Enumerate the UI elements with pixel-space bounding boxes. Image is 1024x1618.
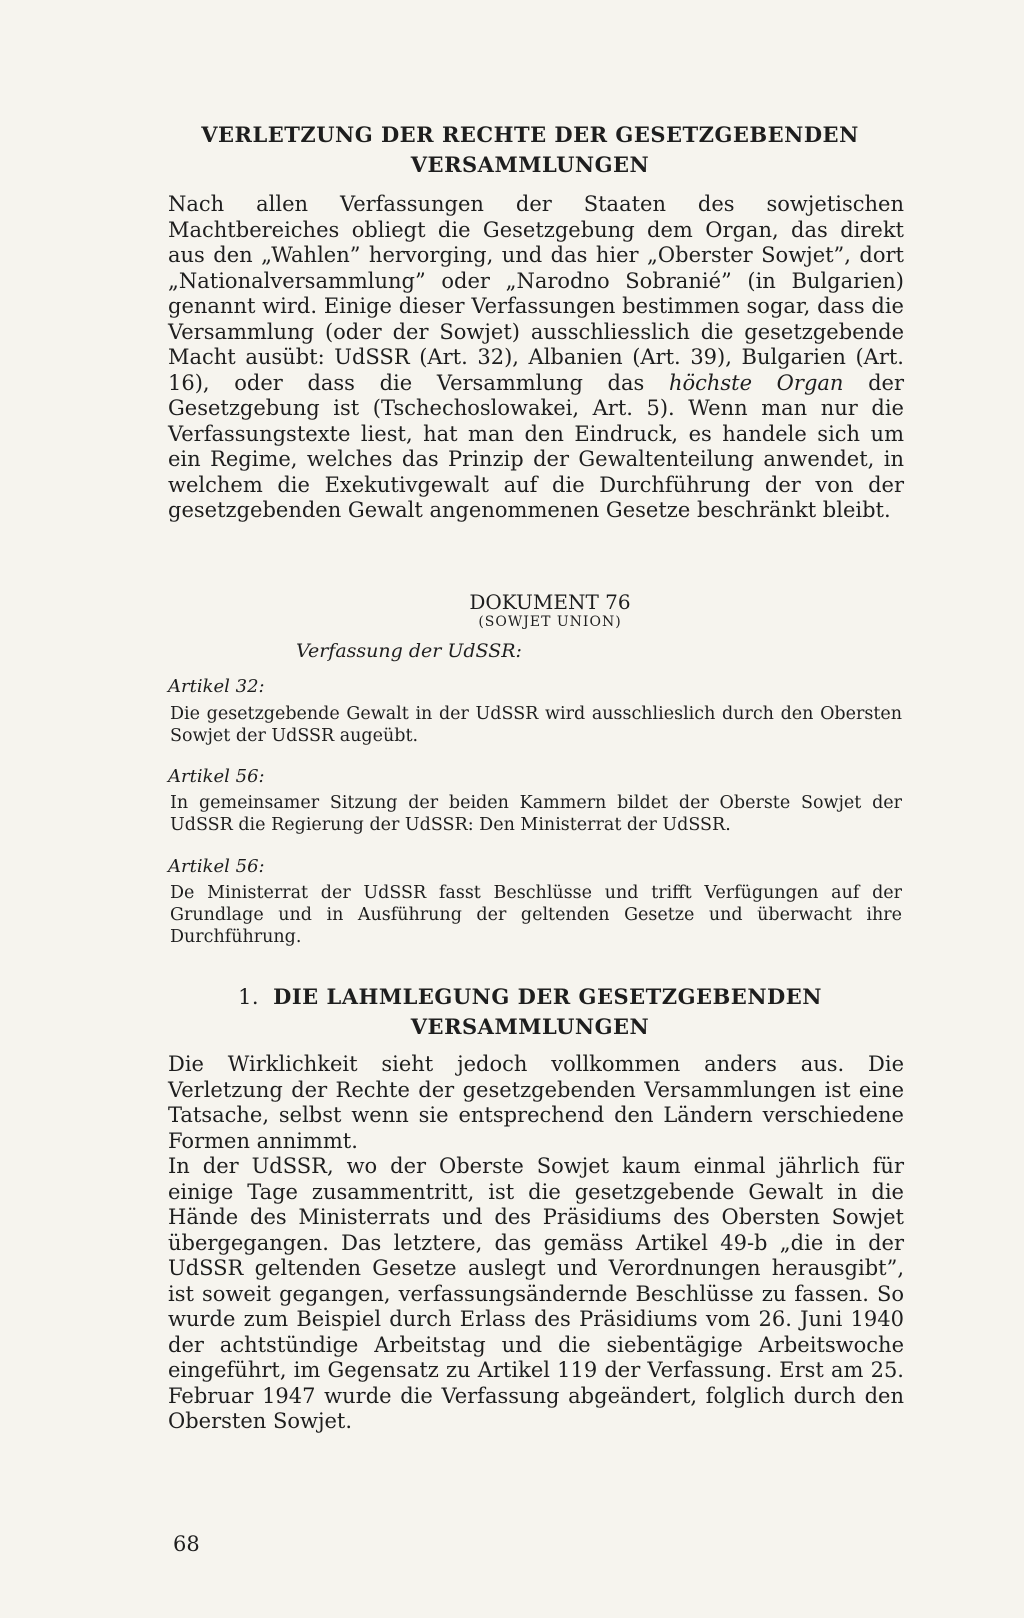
article-text: De Ministerrat der UdSSR fasst Beschlüsse und trifft Verfügungen auf der Grundlage und in Ausführung der geltenden Gesetze und überwacht ihre Durchführung. (170, 883, 902, 947)
section-heading-line1: DIE LAHMLEGUNG DER GESETZGEBENDEN (273, 984, 822, 1009)
chapter-heading-line1: VERLETZUNG DER RECHTE DER GESETZGEBENDEN (201, 122, 859, 147)
article-text: In gemeinsamer Sitzung der beiden Kammern bildet der Oberste Sowjet der UdSSR die Regierung der UdSSR: Den Ministerrat der UdSSR. (170, 793, 902, 835)
article-label: Artikel 56: (168, 856, 265, 877)
page-number: 68 (173, 1532, 200, 1556)
section-number: 1. (238, 985, 260, 1009)
section-heading-line2: VERSAMMLUNGEN (410, 1014, 650, 1039)
article-text: Die gesetzgebende Gewalt in der UdSSR wird ausschlieslich durch den Obersten Sowjet der UdSSR augeübt. (170, 704, 902, 746)
article-label: Artikel 32: (168, 676, 265, 697)
article-label: Artikel 56: (168, 766, 265, 787)
section-paragraph-1: Die Wirklichkeit sieht jedoch vollkommen anders aus. Die Verletzung der Rechte der gesetzgebenden Versammlungen ist eine Tatsache, selbst wenn sie entsprechend den Ländern verschiedene Formen annimmt. (168, 1052, 904, 1153)
section-paragraph-2: In der UdSSR, wo der Oberste Sowjet kaum einmal jährlich für einige Tage zusammentritt, ist die gesetzgebende Gewalt in die Hände des Ministerrats und des Präsidiums des Obersten Sowjet übergegangen. Das letztere, das gemäss Artikel 49-b „die in der UdSSR geltenden Gesetze auslegt und Verordnungen herausgibt”, ist soweit gegangen, verfassungsändernde Beschlüsse zu fassen. So wurde zum Beispiel durch Erlass des Präsidiums vom 26. Juni 1940 der achtstündige Arbeitstag und die siebentägige Arbeitswoche eingeführt, im Gegensatz zu Artikel 119 der Verfassung. Erst am 25. Februar 1947 wurde die Verfassung abgeändert, folglich durch den Obersten Sowjet. (168, 1154, 904, 1433)
document-subtitle: (SOWJET UNION) (478, 614, 622, 630)
chapter-heading (150, 120, 910, 180)
document-title: DOKUMENT 76 (469, 590, 631, 614)
intro-text: Nach allen Verfassungen der Staaten des sowjetischen Machtbereiches obliegt die Gesetzgebung dem Organ, das direkt aus den „Wahlen” hervorging, und das hier „Oberster Sowjet”, dort „Nationalversammlung” oder „Narodno Sobranié” (in Bulgarien) genannt wird. Einige dieser Verfassungen bestimmen sogar, dass die Versammlung (oder der Sowjet) ausschliesslich die gesetzgebende Macht ausübt: UdSSR (Art. 32), Albanien (Art. 39), Bulgarien (Art. 16), oder dass die Versammlung das (168, 192, 904, 395)
intro-text-end: der Gesetzgebung ist (Tschechoslowakei, Art. 5). Wenn man nur die Verfassungstexte liest, hat man den Eindruck, es handele sich um ein Regime, welches das Prinzip der Gewaltenteilung anwendet, in welchem die Exekutivgewalt auf die Durchführung der von der gesetzgebenden Gewalt angenommenen Gesetze beschränkt bleibt. (168, 370, 904, 522)
section-heading (150, 982, 910, 1042)
intro-emphasis: höchste Organ (668, 370, 844, 395)
intro-paragraph (168, 192, 904, 524)
chapter-heading-line2: VERSAMMLUNGEN (410, 152, 650, 177)
document-law-title: Verfassung der UdSSR: (296, 640, 522, 662)
